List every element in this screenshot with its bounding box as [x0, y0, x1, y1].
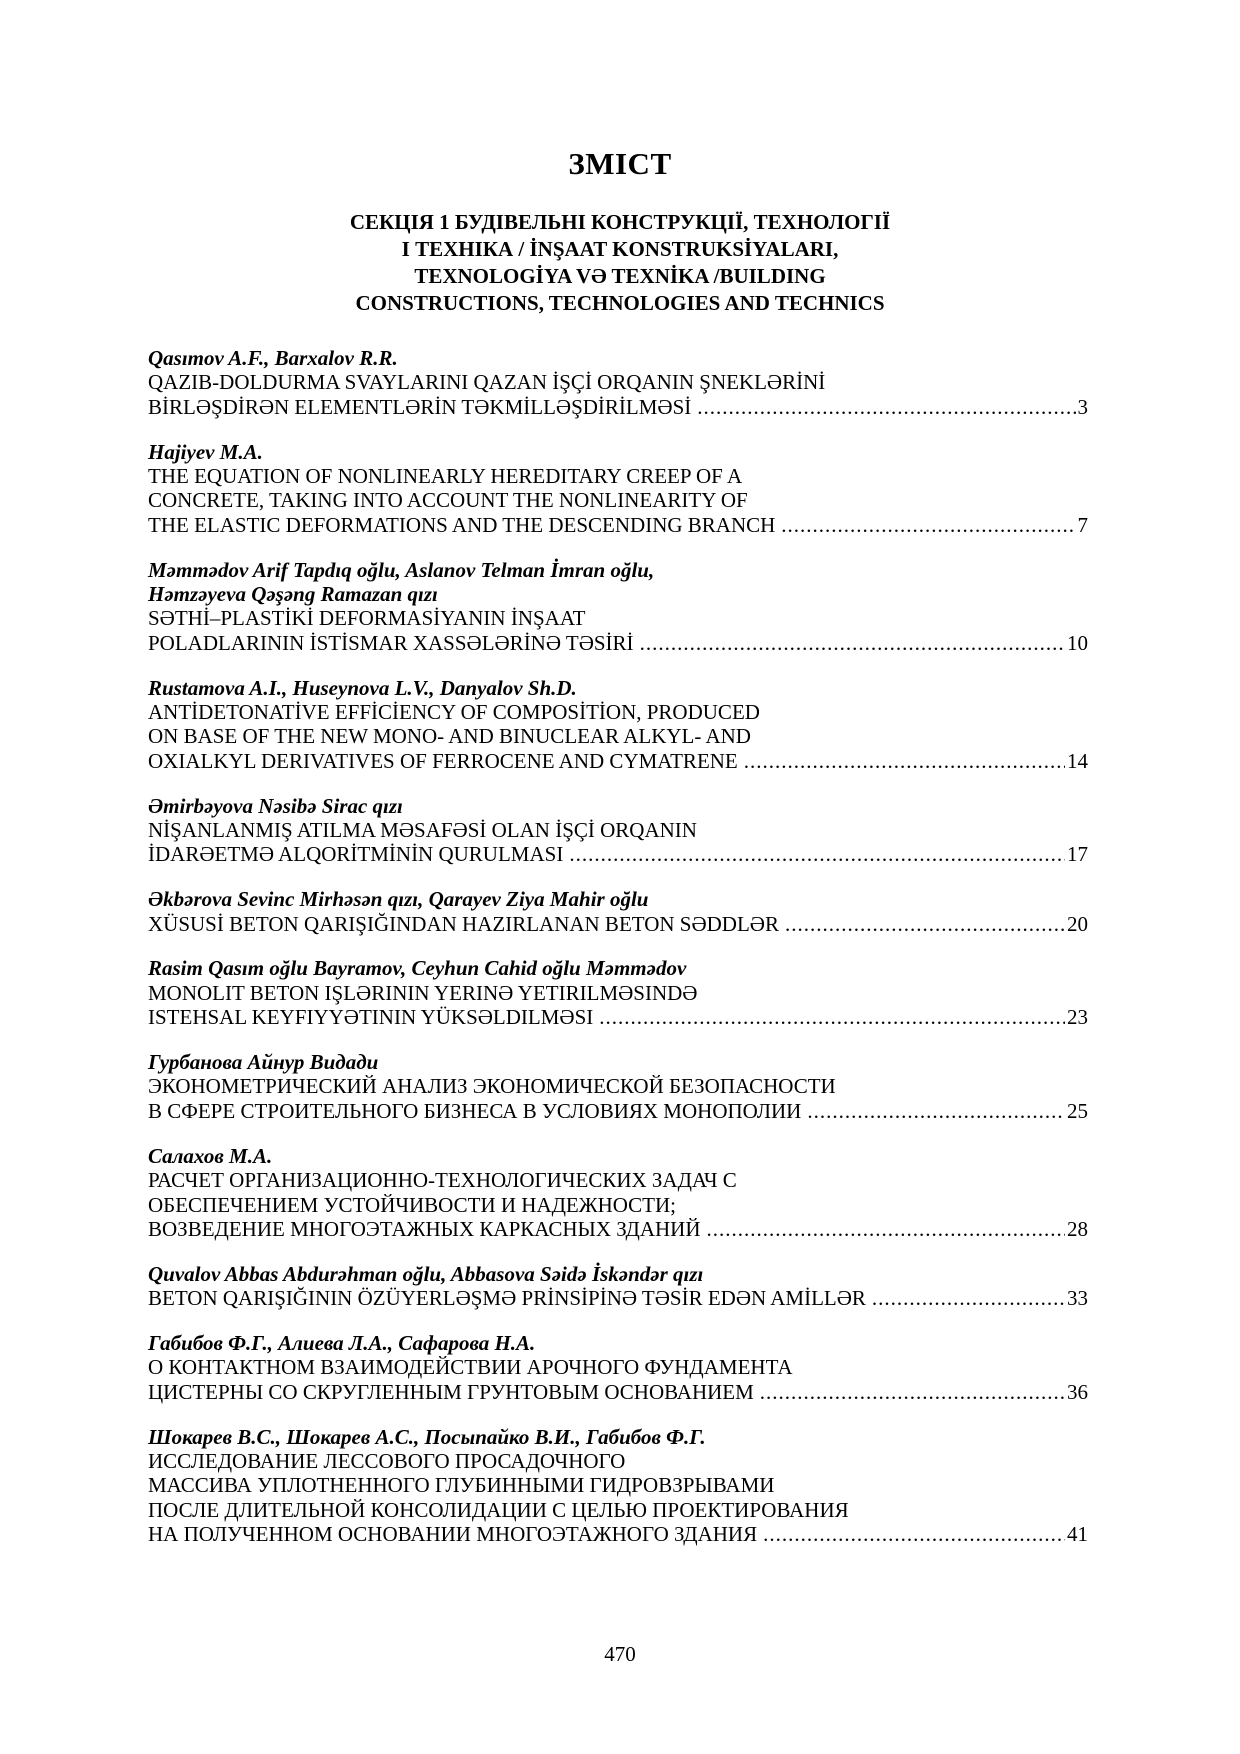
- toc-entry-title-line: QAZIB-DOLDURMA SVAYLARINI QAZAN İŞÇİ ORQANIN ŞNEKLƏRİNİ: [148, 370, 826, 395]
- dot-leader: [569, 842, 1065, 866]
- toc-entry-authors: Шокарев В.С., Шокарев А.С., Посыпайко В.И., Габибов Ф.Г.: [148, 1424, 706, 1449]
- toc-entry-page-number[interactable]: 36: [1067, 1379, 1088, 1404]
- toc-entry-title-line: SƏTHİ–PLASTİKİ DEFORMASİYANIN İNŞAAT: [148, 606, 586, 631]
- toc-entry-title-text: BETON QARIŞIĞININ ÖZÜYERLƏŞMƏ PRİNSİPİNƏ TƏSİR EDƏN AMİLLƏR: [148, 1286, 866, 1311]
- toc-entry[interactable]: [148, 1050, 1088, 1123]
- toc-entry[interactable]: [148, 1144, 1088, 1242]
- toc-entry-title-text: POLADLARININ İSTİSMAR XASSƏLƏRİNƏ TƏSİRİ: [148, 630, 634, 655]
- toc-entry-authors: Гурбанова Айнур Видади: [148, 1050, 379, 1075]
- toc-entry-title-line: ОБЕСПЕЧЕНИЕМ УСТОЙЧИВОСТИ И НАДЕЖНОСТИ;: [148, 1192, 676, 1217]
- toc-entry-title-text: XÜSUSİ BETON QARIŞIĞINDAN HAZIRLANAN BETON SƏDDLƏR: [148, 911, 779, 936]
- toc-entry-title-text: ЦИСТЕРНЫ СО СКРУГЛЕННЫМ ГРУНТОВЫМ ОСНОВАНИЕМ: [148, 1379, 754, 1404]
- toc-entry-title-line: CONCRETE, TAKING INTO ACCOUNT THE NONLINEARITY OF: [148, 488, 748, 513]
- toc-entry-title-text: ISTEHSAL KEYFIYYƏTININ YÜKSƏLDILMƏSI: [148, 1005, 594, 1030]
- dot-leader: [744, 749, 1065, 773]
- page-title: ЗМІСТ: [568, 146, 672, 181]
- toc-entry[interactable]: [148, 956, 1088, 1029]
- toc-entry-title-line: ЭКОНОМЕТРИЧЕСКИЙ АНАЛИЗ ЭКОНОМИЧЕСКОЙ БЕЗОПАСНОСТИ: [148, 1074, 836, 1099]
- toc-entry-authors: Əmirbəyova Nəsibə Sirac qızı: [148, 793, 403, 818]
- toc-entry-title-line: [148, 1522, 1088, 1546]
- toc-entry-page-number[interactable]: 7: [1077, 512, 1088, 537]
- table-of-contents: [148, 346, 1088, 1567]
- toc-entry-authors: Həmzəyeva Qəşəng Ramazan qızı: [148, 582, 438, 607]
- toc-entry[interactable]: [148, 1331, 1088, 1404]
- toc-entry-title-text: В СФЕРЕ СТРОИТЕЛЬНОГО БИЗНЕСА В УСЛОВИЯХ МОНОПОЛИИ: [148, 1098, 802, 1123]
- toc-entry-title-line: ANTİDETONATİVE EFFİCİENCY OF COMPOSİTİON, PRODUCED: [148, 700, 760, 725]
- toc-entry-title-line: [148, 631, 1088, 655]
- section-heading-line: СЕКЦІЯ 1 БУДІВЕЛЬНІ КОНСТРУКЦІЇ, ТЕХНОЛОГІЇ: [349, 210, 891, 234]
- toc-entry-page-number[interactable]: 10: [1067, 630, 1088, 655]
- dot-leader: [781, 513, 1075, 537]
- toc-entry-page-number[interactable]: 17: [1067, 842, 1088, 867]
- toc-entry-title-line: МАССИВА УПЛОТНЕННОГО ГЛУБИННЫМИ ГИДРОВЗРЫВАМИ: [148, 1473, 775, 1498]
- toc-entry-title-text: THE ELASTIC DEFORMATIONS AND THE DESCENDING BRANCH: [148, 512, 776, 537]
- toc-entry-authors: Hajiyev M.A.: [148, 439, 263, 464]
- dot-leader: [707, 1217, 1065, 1241]
- section-heading-line: CONSTRUCTIONS, TECHNOLOGIES AND TECHNICS: [355, 291, 885, 315]
- toc-entry-authors: Rasim Qasım oğlu Bayramov, Ceyhun Cahid oğlu Məmmədov: [148, 956, 687, 981]
- toc-entry-title-line: ON BASE OF THE NEW MONO- AND BINUCLEAR ALKYL- AND: [148, 724, 751, 749]
- toc-entry-title-text: İDARƏETMƏ ALQORİTMİNİN QURULMASI: [148, 842, 564, 867]
- toc-entry-page-number[interactable]: 33: [1067, 1286, 1088, 1311]
- toc-entry-title-text: НА ПОЛУЧЕННОМ ОСНОВАНИИ МНОГОЭТАЖНОГО ЗДАНИЯ: [148, 1522, 758, 1547]
- toc-entry-title-line: [148, 842, 1088, 866]
- toc-entry-title-line: О КОНТАКТНОМ ВЗАИМОДЕЙСТВИИ АРОЧНОГО ФУНДАМЕНТА: [148, 1355, 793, 1380]
- toc-entry-authors: Əkbərova Sevinc Mirhəsən qızı, Qarayev Ziya Mahir oğlu: [148, 887, 649, 912]
- toc-entry-title-line: MONOLIT BETON IŞLƏRININ YERINƏ YETIRILMƏSINDƏ: [148, 980, 698, 1005]
- toc-entry-title-text: BİRLƏŞDİRƏN ELEMENTLƏRİN TƏKMİLLƏŞDİRİLMƏSİ: [148, 394, 692, 419]
- toc-entry-title-line: [148, 1005, 1088, 1029]
- toc-entry-page-number[interactable]: 23: [1067, 1005, 1088, 1030]
- dot-leader: [785, 912, 1065, 936]
- toc-entry-authors: Qasımov A.F., Barxalov R.R.: [148, 346, 398, 370]
- toc-entry-title-text: ВОЗВЕДЕНИЕ МНОГОЭТАЖНЫХ КАРКАСНЫХ ЗДАНИЙ: [148, 1216, 701, 1241]
- toc-entry[interactable]: [148, 887, 1088, 936]
- toc-entry-authors: Салахов М.А.: [148, 1143, 273, 1168]
- toc-entry-title-line: [148, 1099, 1088, 1123]
- toc-entry-title-line: ПОСЛЕ ДЛИТЕЛЬНОЙ КОНСОЛИДАЦИИ С ЦЕЛЬЮ ПРОЕКТИРОВАНИЯ: [148, 1497, 849, 1522]
- toc-entry-title-line: [148, 1380, 1088, 1404]
- dot-leader: [872, 1286, 1065, 1310]
- toc-entry-authors: Габибов Ф.Г., Алиева Л.А., Сафарова Н.А.: [148, 1330, 536, 1355]
- section-heading: [0, 209, 1240, 317]
- toc-entry-title-line: [148, 513, 1088, 537]
- toc-entry-authors: Məmmədov Arif Tapdıq oğlu, Aslanov Telman İmran oğlu,: [148, 557, 655, 582]
- toc-entry-authors: Quvalov Abbas Abdurəhman oğlu, Abbasova Səidə İskəndər qızı: [148, 1261, 704, 1286]
- dot-leader: [697, 395, 1075, 419]
- toc-entry[interactable]: [148, 1425, 1088, 1547]
- toc-entry[interactable]: [148, 676, 1088, 774]
- toc-entry[interactable]: [148, 440, 1088, 538]
- page-number: 470: [604, 1642, 636, 1666]
- toc-entry[interactable]: [148, 794, 1088, 867]
- toc-entry-page-number[interactable]: 3: [1077, 394, 1088, 419]
- toc-entry-title-line: NİŞANLANMIŞ ATILMA MƏSAFƏSİ OLAN İŞÇİ ORQANIN: [148, 818, 697, 843]
- section-heading-line: І ТЕХНІКА / İNŞAAT KONSTRUKSİYALARI,: [401, 237, 839, 261]
- toc-entry-title-text: OXIALKYL DERIVATIVES OF FERROCENE AND CYMATRENE: [148, 748, 738, 773]
- toc-entry-title-line: [148, 912, 1088, 936]
- toc-entry-title-line: ИССЛЕДОВАНИЕ ЛЕССОВОГО ПРОСАДОЧНОГО: [148, 1448, 626, 1473]
- dot-leader: [640, 631, 1065, 655]
- dot-leader: [599, 1005, 1065, 1029]
- toc-entry-page-number[interactable]: 28: [1067, 1216, 1088, 1241]
- toc-entry[interactable]: [148, 558, 1088, 656]
- toc-entry-page-number[interactable]: 41: [1067, 1522, 1088, 1547]
- dot-leader: [763, 1522, 1065, 1546]
- toc-entry[interactable]: [148, 346, 1088, 419]
- toc-entry-title-line: [148, 1217, 1088, 1241]
- toc-entry[interactable]: [148, 1262, 1088, 1311]
- section-heading-line: TEXNOLOGİYA VƏ TEXNİKA /BUILDING: [414, 264, 826, 288]
- toc-entry-page-number[interactable]: 25: [1067, 1098, 1088, 1123]
- toc-entry-title-line: THE EQUATION OF NONLINEARLY HEREDITARY CREEP OF A: [148, 464, 743, 489]
- dot-leader: [807, 1099, 1065, 1123]
- toc-entry-title-line: [148, 1286, 1088, 1310]
- toc-entry-authors: Rustamova A.I., Huseynova L.V., Danyalov Sh.D.: [148, 675, 577, 700]
- toc-entry-title-line: РАСЧЕТ ОРГАНИЗАЦИОННО-ТЕХНОЛОГИЧЕСКИХ ЗАДАЧ С: [148, 1168, 737, 1193]
- dot-leader: [760, 1380, 1065, 1404]
- toc-entry-page-number[interactable]: 20: [1067, 911, 1088, 936]
- toc-entry-page-number[interactable]: 14: [1067, 748, 1088, 773]
- toc-entry-title-line: [148, 395, 1088, 419]
- toc-entry-title-line: [148, 749, 1088, 773]
